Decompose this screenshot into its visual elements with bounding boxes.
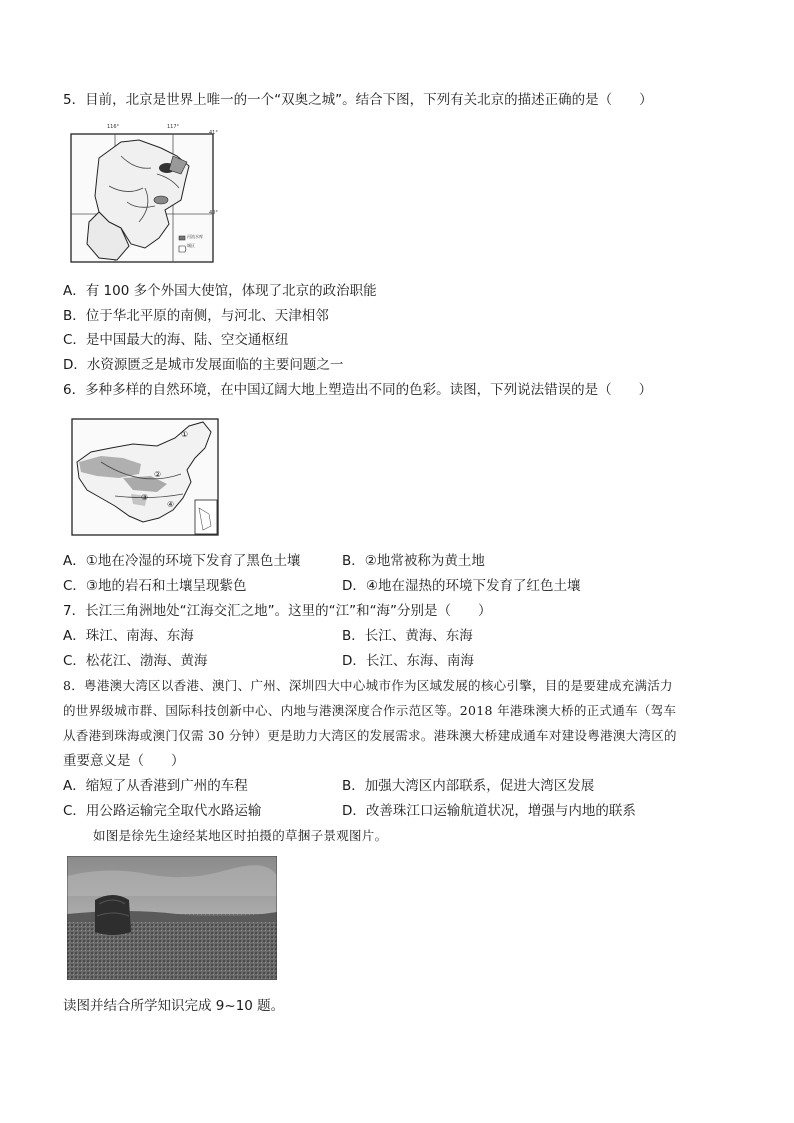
q7-option-b[interactable]: B．长江、黄海、东海 — [342, 628, 473, 644]
map-marker-4: ④ — [167, 500, 175, 509]
map-marker-3: ③ — [141, 493, 149, 502]
q6-option-d[interactable]: D．④地在湿热的环境下发育了红色土壤 — [342, 578, 581, 594]
q8-stem-line-1: 8．粤港澳大湾区以香港、澳门、广州、深圳四大中心城市作为区域发展的核心引擎，目的是要建成充满活力 — [63, 678, 673, 693]
map-marker-2: ② — [154, 470, 162, 479]
instruction-text: 读图并结合所学知识完成 9~10 题。 — [63, 998, 285, 1014]
lon-label-116: 116° — [107, 124, 120, 130]
lat-label-40: 40° — [209, 210, 218, 216]
q7-option-d[interactable]: D．长江、东海、南海 — [342, 653, 474, 669]
hay-bale-photo — [67, 856, 277, 980]
q6-option-b[interactable]: B．②地常被称为黄土地 — [342, 553, 485, 569]
q5-option-a[interactable]: A．有 100 多个外国大使馆，体现了北京的政治职能 — [63, 283, 377, 299]
lat-label-41: 41° — [209, 130, 218, 136]
photo-intro-text: 如图是徐先生途经某地区时拍摄的草捆子景观图片。 — [93, 828, 388, 843]
q5-stem: 5．目前，北京是世界上唯一的一个“双奥之城”。结合下图，下列有关北京的描述正确的是（ ） — [63, 92, 653, 108]
q5-option-d[interactable]: D．水资源匮乏是城市发展面临的主要问题之一 — [63, 357, 344, 373]
legend-river-label: 河流水库 — [187, 234, 203, 239]
q6-stem: 6．多种多样的自然环境，在中国辽阔大地上塑造出不同的色彩。读图，下列说法错误的是（ ） — [63, 382, 653, 398]
legend-urban-label: 城区 — [187, 243, 195, 248]
q8-option-c[interactable]: C．用公路运输完全取代水路运输 — [63, 803, 262, 819]
q8-stem-line-2: 的世界级城市群、国际科技创新中心、内地与港澳深度合作示范区等。2018 年港珠澳大桥的正式通车（驾车 — [63, 703, 677, 718]
q5-option-c[interactable]: C．是中国最大的海、陆、空交通枢纽 — [63, 332, 289, 348]
beijing-map — [69, 124, 218, 262]
q6-option-c[interactable]: C．③地的岩石和土壤呈现紫色 — [63, 578, 247, 594]
q7-stem: 7．长江三角洲地处“江海交汇之地”。这里的“江”和“海”分别是（ ） — [63, 603, 492, 619]
q8-option-b[interactable]: B．加强大湾区内部联系，促进大湾区发展 — [342, 778, 595, 794]
q7-option-c[interactable]: C．松花江、渤海、黄海 — [63, 653, 208, 669]
q8-stem-line-3: 从香港到珠海或澳门仅需 30 分钟）更是助力大湾区的发展需求。港珠澳大桥建成通车对建设粤港澳大湾区的 — [63, 728, 677, 743]
q8-option-d[interactable]: D．改善珠江口运输航道状况，增强与内地的联系 — [342, 803, 636, 819]
q6-option-a[interactable]: A．①地在冷湿的环境下发育了黑色土壤 — [63, 553, 301, 569]
q8-option-a[interactable]: A．缩短了从香港到广州的车程 — [63, 778, 248, 794]
q5-option-b[interactable]: B．位于华北平原的南侧，与河北、天津相邻 — [63, 308, 329, 324]
q7-option-a[interactable]: A．珠江、南海、东海 — [63, 628, 194, 644]
map-marker-1: ① — [181, 430, 189, 439]
lon-label-117: 117° — [167, 124, 180, 130]
china-soil-map — [71, 418, 219, 536]
q8-stem-line-4: 重要意义是（ ） — [63, 753, 185, 769]
